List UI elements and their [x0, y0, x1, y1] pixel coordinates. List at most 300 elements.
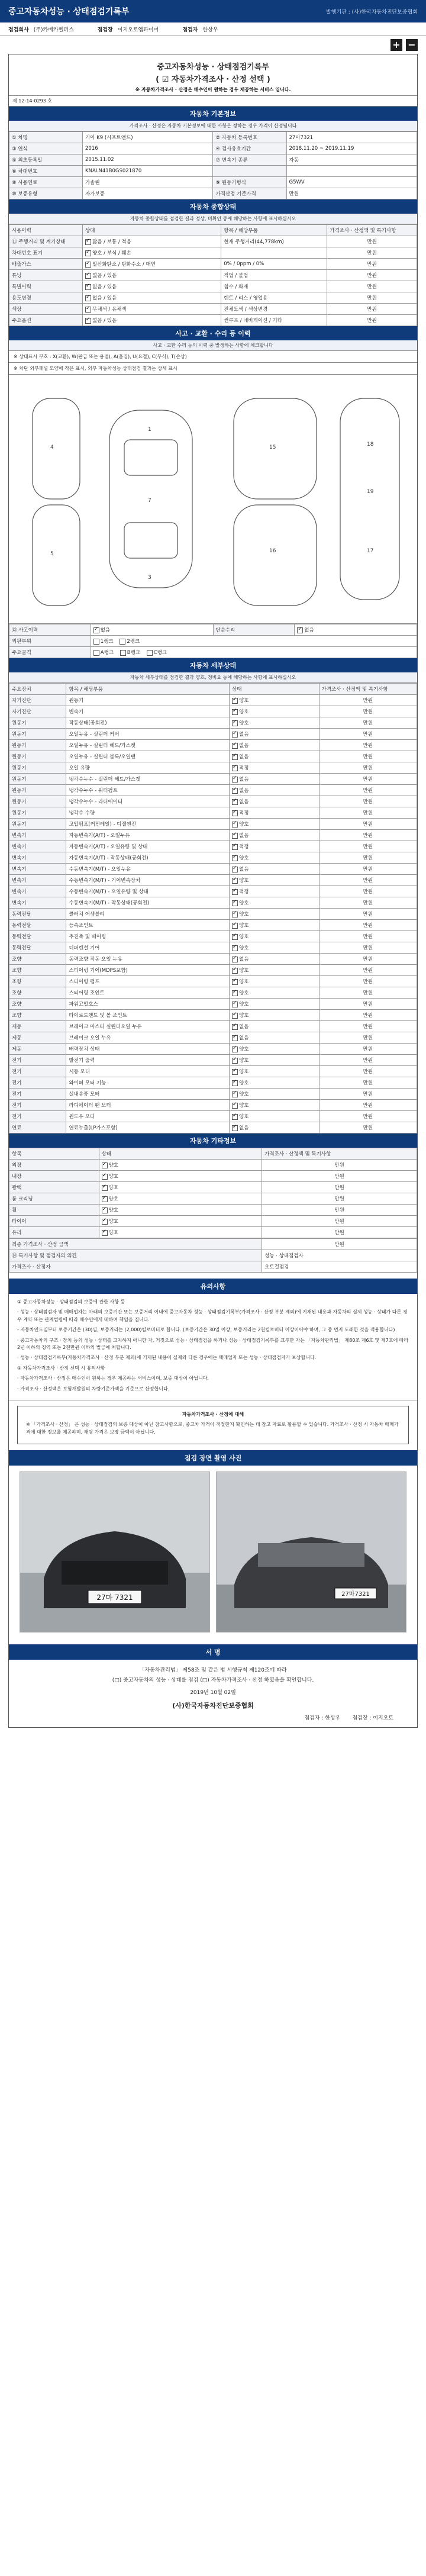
status-state: ✓ 무채색 / 유채색 — [83, 304, 221, 315]
status-state: ✓ 없음 / 있음 — [83, 315, 221, 326]
status-row — [9, 292, 417, 304]
opinion-label: ⑭ 특기사항 및 점검자의 의견 — [9, 1250, 262, 1261]
basic-label-2: 가격산정 기준가격 — [213, 188, 286, 199]
zoom-out-button[interactable]: − — [406, 39, 418, 51]
status-row — [9, 281, 417, 292]
detail-remark: 만원 — [319, 897, 417, 909]
basic-value-2 — [286, 166, 417, 177]
detail-row — [9, 852, 417, 864]
svg-text:19: 19 — [367, 489, 374, 495]
detail-row — [9, 796, 417, 807]
detail-state: ✓ 양호 — [230, 1055, 320, 1066]
detail-state: ✓ 양호 — [230, 999, 320, 1010]
detail-group: 조향 — [9, 987, 66, 999]
document-title: 중고자동차성능 · 상태점검기록부 — [157, 63, 269, 72]
notes-box — [17, 1406, 409, 1444]
detail-group: 조향 — [9, 1010, 66, 1021]
detail-remark: 만원 — [319, 1111, 417, 1122]
section-sign: 서 명 — [9, 1644, 417, 1660]
basic-value-2: 자동 — [286, 154, 417, 166]
detail-remark: 만원 — [319, 909, 417, 920]
document-subtitle: ( ☑ 자동차가격조사 · 산정 선택 ) — [156, 75, 270, 84]
detail-remark: 만원 — [319, 762, 417, 774]
status-detail: 0% / 0ppm / 0% — [221, 259, 327, 270]
outer-panel-ranks: 1랭크 2랭크 — [91, 636, 417, 647]
detail-part: 냉각수 수량 — [66, 807, 230, 819]
detail-remark: 만원 — [319, 1089, 417, 1100]
other-state: ✓ 양호 — [99, 1227, 262, 1238]
basic-label-2 — [213, 166, 286, 177]
basic-label-2: ⑨ 원동기형식 — [213, 177, 286, 188]
detail-group: 변속기 — [9, 852, 66, 864]
basic-label-2: ④ 검사유효기간 — [213, 143, 286, 154]
detail-state: ✓ 없음 — [230, 729, 320, 740]
status-item: 튜닝 — [9, 270, 83, 281]
detail-group: 동력전달 — [9, 920, 66, 931]
detail-state: ✓ 없음 — [230, 1122, 320, 1134]
detail-state: ✓ 양호 — [230, 1100, 320, 1111]
detail-row — [9, 1122, 417, 1134]
status-detail: 적법 / 불법 — [221, 270, 327, 281]
detail-row — [9, 999, 417, 1010]
status-item: ⑪ 주행거리 및 계기상태 — [9, 236, 83, 247]
detail-group: 원동기 — [9, 796, 66, 807]
status-item: 주요옵션 — [9, 315, 83, 326]
form-number-row — [9, 96, 417, 107]
detail-remark: 만원 — [319, 976, 417, 987]
detail-state: ✓ 없음 — [230, 1021, 320, 1032]
status-item: 색상 — [9, 304, 83, 315]
detail-state: ✓ 없음 — [230, 954, 320, 965]
branch-label: 점검장 — [97, 27, 113, 33]
detail-part: 고압펌프(커먼레일) - 디젤엔진 — [66, 819, 230, 830]
document-header — [9, 54, 417, 96]
status-col-state: 상태 — [83, 225, 221, 236]
detail-row — [9, 1055, 417, 1066]
detail-state: ✓ 양호 — [230, 987, 320, 999]
sign-role-2: 점검장 — [352, 1715, 368, 1722]
detail-row — [9, 1077, 417, 1089]
detail-group: 원동기 — [9, 729, 66, 740]
detail-part: 디퍼렌셜 기어 — [66, 942, 230, 954]
detail-col-remark: 가격조사 · 산정액 및 특기사항 — [319, 684, 417, 695]
detail-group: 자기진단 — [9, 706, 66, 717]
detail-row — [9, 942, 417, 954]
section-accident-history: 사고 · 교환 · 수리 등 이력 — [9, 326, 417, 340]
status-detail: 썬루프 / 네비게이션 / 기타 — [221, 315, 327, 326]
frame-ranks: A랭크 B랭크 C랭크 — [91, 647, 417, 658]
repair-value: ✓ 없음 — [295, 624, 417, 636]
detail-remark: 만원 — [319, 1066, 417, 1077]
detail-group: 자기진단 — [9, 695, 66, 706]
detail-part: 스티어링 펌프 — [66, 976, 230, 987]
other-remark: 만원 — [262, 1193, 417, 1205]
basic-label: ⑧ 사용연료 — [9, 177, 83, 188]
detail-group: 변속기 — [9, 841, 66, 852]
status-state: ✓ 일산화탄소 / 탄화수소 / 매연 — [83, 259, 221, 270]
detail-part: 라디에이터 팬 모터 — [66, 1100, 230, 1111]
basic-label: ③ 연식 — [9, 143, 83, 154]
detail-part: 수동변속기(M/T) - 작동상태(공회전) — [66, 897, 230, 909]
basic-value: 가솔린 — [83, 177, 213, 188]
detail-part: 스티어링 조인트 — [66, 987, 230, 999]
detail-row — [9, 1066, 417, 1077]
other-item: 내장 — [9, 1171, 99, 1182]
other-row — [9, 1193, 417, 1205]
detail-part: 시동 모터 — [66, 1066, 230, 1077]
detail-remark: 만원 — [319, 920, 417, 931]
detail-part: 자동변속기(A/T) - 오일유량 및 상태 — [66, 841, 230, 852]
detail-part: 등속조인트 — [66, 920, 230, 931]
section-basic-note: 가격조사 · 산정은 자동차 기본정보에 대한 사항은 정하는 경우 가격이 산정됨니다 — [9, 121, 417, 131]
other-item: 타이어 — [9, 1216, 99, 1227]
detail-part: 오일누유 - 실린더 블록/오일팬 — [66, 751, 230, 762]
section-basic-info: 자동차 기본정보 — [9, 107, 417, 121]
status-detail: 침수 / 화재 — [221, 281, 327, 292]
svg-text:5: 5 — [50, 551, 54, 557]
note-paragraph: · 중고자동차의 구조 · 장치 등의 성능 · 상태를 고지하지 아니한 자, 거짓으로 성능 · 상태점검을 하거나 성능 · 상태점검기록부를 교부한 자는 「자동차관리법」 제80조 제6호 및 제7호에 따라 2년 이하의 징역 또는 2천만원 이하의 벌금에 처합니다. — [17, 1337, 409, 1350]
basic-value: 2015.11.02 — [83, 154, 213, 166]
detail-row — [9, 931, 417, 942]
detail-remark: 만원 — [319, 819, 417, 830]
detail-row — [9, 830, 417, 841]
detail-remark: 만원 — [319, 1010, 417, 1021]
front-plate-text: 27마 7321 — [96, 1593, 133, 1602]
detail-remark: 만원 — [319, 852, 417, 864]
other-item: 광택 — [9, 1182, 99, 1193]
other-col-remark: 가격조사 · 산정액 및 특기사항 — [262, 1148, 417, 1160]
status-state: ✓ 없음 / 있음 — [83, 281, 221, 292]
detail-row — [9, 1021, 417, 1032]
status-item: 특별이력 — [9, 281, 83, 292]
note-paragraph: - 자동차인도일부터 보증기간은 (30)일, 보증거리는 (2,000)킬로미터로 합니다. (보증기간은 30일 이상, 보증거리는 2천킬로미터 이상이어야 하며, 그 중 먼저 도래한 것을 적용합니다) — [17, 1327, 395, 1333]
other-state: ✓ 양호 — [99, 1171, 262, 1182]
detail-state: ✓ 양호 — [230, 695, 320, 706]
detail-group: 원동기 — [9, 751, 66, 762]
section-notes: 유의사항 — [9, 1279, 417, 1294]
detail-group: 변속기 — [9, 830, 66, 841]
basic-value: KNALN41B0GS021870 — [83, 166, 213, 177]
sign-text: 「자동차관리법」 제58조 및 같은 법 시행규칙 제120조에 따라 — [139, 1667, 287, 1674]
basic-row — [9, 177, 417, 188]
detail-group: 전기 — [9, 1089, 66, 1100]
detail-part: 수동변속기(M/T) - 기어변속장치 — [66, 875, 230, 886]
notes-box-title: 자동차가격조사 · 산정에 대해 — [182, 1411, 244, 1417]
detail-remark: 만원 — [319, 729, 417, 740]
note-paragraph: · 자동차가격조사 · 산정은 매수인이 원하는 경우 제공하는 서비스이며, 보증 대상이 아닙니다. — [17, 1376, 209, 1382]
sign-name-1: 한상우 — [325, 1715, 341, 1722]
detail-remark: 만원 — [319, 1055, 417, 1066]
detail-group: 제동 — [9, 1044, 66, 1055]
other-table — [9, 1148, 417, 1238]
basic-label: ⑩ 보증유형 — [9, 188, 83, 199]
toolbar — [0, 36, 426, 54]
detail-group: 제동 — [9, 1032, 66, 1044]
other-state: ✓ 양호 — [99, 1193, 262, 1205]
detail-part: 자동변속기(A/T) - 작동상태(공회전) — [66, 852, 230, 864]
detail-part: 오일누유 - 실린더 헤드/가스켓 — [66, 740, 230, 751]
rear-plate-text: 27마7321 — [341, 1591, 370, 1598]
detail-state: ✓ 양호 — [230, 1044, 320, 1055]
note-paragraph: · 성능 · 상태점검기록부(자동차가격조사 · 산정 부분 제외)에 기재된 내용이 실제와 다른 경우에는 매매업자 또는 성능 · 상태점검자가 보상합니다. — [17, 1355, 317, 1361]
note-paragraph: ② 자동차가격조사 · 산정 선택 시 유의사항 — [17, 1365, 105, 1371]
detail-remark: 만원 — [319, 886, 417, 897]
status-remark: 만원 — [327, 292, 417, 304]
detail-state: ✓ 없음 — [230, 774, 320, 785]
status-row — [9, 236, 417, 247]
detail-remark: 만원 — [319, 751, 417, 762]
price-value: 오토걸점검 — [262, 1261, 417, 1273]
detail-remark: 만원 — [319, 987, 417, 999]
detail-state: ✓ 양호 — [230, 931, 320, 942]
status-detail: 전체도색 / 색상변경 — [221, 304, 327, 315]
detail-row — [9, 1089, 417, 1100]
detail-state: ✓ 없음 — [230, 740, 320, 751]
rear-photo — [216, 1471, 406, 1632]
car-underbody — [340, 398, 399, 600]
detail-state: ✓ 양호 — [230, 942, 320, 954]
total-label: 최종 가격조사 · 산정 금액 — [9, 1239, 262, 1250]
detail-row — [9, 706, 417, 717]
basic-value-2: G5WV — [286, 177, 417, 188]
basic-label-2: ⑦ 변속기 종류 — [213, 154, 286, 166]
detail-state: ✓ 양호 — [230, 920, 320, 931]
detail-part: 원동기 — [66, 695, 230, 706]
issuer-label: 발행기관 : (사)한국자동차진단보증협회 — [326, 9, 418, 15]
basic-row — [9, 188, 417, 199]
detail-row — [9, 987, 417, 999]
detail-row — [9, 1111, 417, 1122]
status-detail — [221, 247, 327, 259]
section-status-note: 자동차 종합상태를 점검한 결과 정상, 미확인 등에 해당하는 사항에 표시하십시오 — [9, 214, 417, 224]
top-bar — [0, 0, 426, 22]
detail-group: 전기 — [9, 1055, 66, 1066]
other-state: ✓ 양호 — [99, 1205, 262, 1216]
accident-table — [9, 624, 417, 658]
detail-group: 전기 — [9, 1077, 66, 1089]
dealer-value: (주)카베카헬퍼스 — [33, 27, 74, 33]
detail-row — [9, 717, 417, 729]
detail-row — [9, 976, 417, 987]
detail-state: ✓ 양호 — [230, 1089, 320, 1100]
section-detail-note: 자동차 세부상태를 점검한 결과 양호, 정비요 등에 해당하는 사항에 표시하십시오 — [9, 672, 417, 683]
detail-state: ✓ 양호 — [230, 1077, 320, 1089]
inspection-document — [8, 54, 418, 1728]
detail-row — [9, 1100, 417, 1111]
basic-label: ⑤ 최초등록일 — [9, 154, 83, 166]
detail-state: ✓ 적정 — [230, 762, 320, 774]
other-row — [9, 1216, 417, 1227]
other-item: 유리 — [9, 1227, 99, 1238]
status-remark: 만원 — [327, 281, 417, 292]
detail-row — [9, 909, 417, 920]
svg-text:1: 1 — [148, 427, 151, 433]
detail-row — [9, 807, 417, 819]
detail-part: 브레이크 오일 누유 — [66, 1032, 230, 1044]
detail-col-part: 항목 / 해당부품 — [66, 684, 230, 695]
car-diagram-svg — [9, 375, 417, 623]
note-paragraph: ① 중고자동차성능 · 상태점검의 보증에 관한 사항 등 — [17, 1299, 125, 1305]
detail-group: 연료 — [9, 1122, 66, 1134]
accident-label: ⑫ 사고이력 — [9, 624, 91, 636]
total-table — [9, 1238, 417, 1273]
detail-group: 전기 — [9, 1111, 66, 1122]
other-row — [9, 1182, 417, 1193]
status-state: ✓ 양호 / 부식 / 훼손 — [83, 247, 221, 259]
other-item: 휠 — [9, 1205, 99, 1216]
other-remark: 만원 — [262, 1205, 417, 1216]
status-row — [9, 247, 417, 259]
svg-text:15: 15 — [269, 445, 276, 450]
status-col-item: 사용이력 — [9, 225, 83, 236]
detail-part: 오일 유량 — [66, 762, 230, 774]
detail-state: ✓ 적정 — [230, 807, 320, 819]
detail-state: ✓ 양호 — [230, 897, 320, 909]
section-accident-note: 사고 · 교환 수리 등의 이력 중 발생하는 사항에 체크합니다 — [9, 340, 417, 351]
detail-part: 발전기 출력 — [66, 1055, 230, 1066]
other-row — [9, 1160, 417, 1171]
accident-value: ✓ 없음 — [91, 624, 213, 636]
detail-part: 자동변속기(A/T) - 오일누유 — [66, 830, 230, 841]
detail-state: ✓ 양호 — [230, 909, 320, 920]
detail-group: 변속기 — [9, 886, 66, 897]
detail-group: 원동기 — [9, 819, 66, 830]
front-photo — [20, 1471, 210, 1632]
detail-remark: 만원 — [319, 954, 417, 965]
detail-state: ✓ 없음 — [230, 864, 320, 875]
section-photos: 점검 장면 촬영 사진 — [9, 1450, 417, 1466]
detail-row — [9, 1010, 417, 1021]
other-item: 외장 — [9, 1160, 99, 1171]
svg-text:17: 17 — [367, 548, 374, 554]
car-rear-view — [234, 505, 317, 606]
detail-state: ✓ 없음 — [230, 751, 320, 762]
detail-state: ✓ 양호 — [230, 976, 320, 987]
detail-remark: 만원 — [319, 695, 417, 706]
status-item: 배출가스 — [9, 259, 83, 270]
detail-part: 냉각수누수 - 실린더 헤드/가스켓 — [66, 774, 230, 785]
svg-text:3: 3 — [148, 575, 151, 581]
detail-state: ✓ 양호 — [230, 706, 320, 717]
detail-group: 조향 — [9, 976, 66, 987]
detail-part: 배력장치 상태 — [66, 1044, 230, 1055]
status-item: 차대번호 표기 — [9, 247, 83, 259]
detail-remark: 만원 — [319, 785, 417, 796]
outer-panel-label: 외판부위 — [9, 636, 91, 647]
status-remark: 만원 — [327, 259, 417, 270]
detail-remark: 만원 — [319, 1021, 417, 1032]
basic-info-table — [9, 131, 417, 199]
meta-row — [0, 22, 426, 36]
status-remark: 만원 — [327, 304, 417, 315]
detail-remark: 만원 — [319, 875, 417, 886]
detail-group: 원동기 — [9, 717, 66, 729]
detail-part: 냉각수누수 - 라디에이터 — [66, 796, 230, 807]
form-number: 제 12-14-0293 호 — [12, 98, 53, 104]
detail-remark: 만원 — [319, 1100, 417, 1111]
basic-row — [9, 143, 417, 154]
detail-state: ✓ 없음 — [230, 796, 320, 807]
status-col-remark: 가격조사 · 산정액 및 특기사항 — [327, 225, 417, 236]
detail-remark: 만원 — [319, 830, 417, 841]
detail-row — [9, 886, 417, 897]
detail-group: 변속기 — [9, 897, 66, 909]
basic-row — [9, 132, 417, 143]
detail-group: 변속기 — [9, 864, 66, 875]
detail-row — [9, 1032, 417, 1044]
detail-state: ✓ 양호 — [230, 1111, 320, 1122]
status-row — [9, 304, 417, 315]
accident-legend-2: ※ 차단 외부패널 모양에 작은 표시, 외부 자동차성능 상태점검 결과는 상세 표시 — [9, 363, 417, 375]
other-row — [9, 1227, 417, 1238]
detail-remark: 만원 — [319, 717, 417, 729]
detail-group: 원동기 — [9, 774, 66, 785]
detail-part: 클러치 어셈블리 — [66, 909, 230, 920]
status-detail: 현재 주행거리(44,778km) — [221, 236, 327, 247]
detail-row — [9, 965, 417, 976]
other-item: 룸 크리닝 — [9, 1193, 99, 1205]
photos-row — [9, 1466, 417, 1638]
detail-group: 전기 — [9, 1066, 66, 1077]
detail-part: 오일누유 - 실린더 커버 — [66, 729, 230, 740]
detail-part: 수동변속기(M/T) - 오일누유 — [66, 864, 230, 875]
car-diagram — [9, 375, 417, 624]
detail-part: 타이로드엔드 및 볼 조인트 — [66, 1010, 230, 1021]
detail-remark: 만원 — [319, 1122, 417, 1134]
detail-remark: 만원 — [319, 841, 417, 852]
svg-text:18: 18 — [367, 442, 374, 447]
detail-row — [9, 819, 417, 830]
basic-value: 자가보증 — [83, 188, 213, 199]
detail-state: ✓ 양호 — [230, 819, 320, 830]
detail-remark: 만원 — [319, 999, 417, 1010]
detail-group: 원동기 — [9, 740, 66, 751]
detail-row — [9, 740, 417, 751]
detail-row — [9, 762, 417, 774]
status-remark: 만원 — [327, 315, 417, 326]
status-item: 용도변경 — [9, 292, 83, 304]
car-left-side-top — [33, 398, 80, 499]
other-state: ✓ 양호 — [99, 1216, 262, 1227]
frame-label: 주요골격 — [9, 647, 91, 658]
detail-row — [9, 875, 417, 886]
sign-name-2: 이지오토 — [373, 1715, 393, 1722]
status-remark: 만원 — [327, 270, 417, 281]
notes-box-body: ※ 「가격조사 · 산정」 은 성능 · 상태점검의 보증 대상이 아닌 참고사항으로, 중고차 가격이 적절한지 확인하는 데 참고 자료로 활용할 수 있습니다. 가격조사 · 산정 시 자동차 매매가격에 대한 정보를 제공하며, 해당 가격은 보장 금액이 아닙니다. — [26, 1422, 399, 1435]
status-row — [9, 315, 417, 326]
zoom-in-button[interactable]: + — [390, 39, 402, 51]
detail-part: 스티어링 기어(MDPS포함) — [66, 965, 230, 976]
price-label: 가격조사 · 산정자 — [9, 1261, 262, 1273]
detail-group: 동력전달 — [9, 909, 66, 920]
detail-state: ✓ 적정 — [230, 886, 320, 897]
detail-group: 동력전달 — [9, 942, 66, 954]
inspector-label: 점검자 — [182, 27, 198, 33]
sign-role-1: 점검자 — [304, 1715, 320, 1722]
detail-part: 브레이크 마스터 실린더오일 누유 — [66, 1021, 230, 1032]
detail-state: ✓ 없음 — [230, 785, 320, 796]
car-left-side-bottom — [33, 505, 80, 606]
repair-label: 단순수리 — [213, 624, 295, 636]
opinion-value: 성능 · 상태점검자 — [262, 1250, 417, 1261]
status-table — [9, 224, 417, 326]
detail-state: ✓ 없음 — [230, 1032, 320, 1044]
note-paragraph: · 가격조사 · 산정액은 보험개발원의 차량기준가액을 기준으로 산정합니다. — [17, 1386, 170, 1392]
sign-text-2: (□) 중고자동차의 성능 · 상태를 점검 (□) 자동차가격조사 · 산정 하였음을 확인합니다. — [112, 1677, 314, 1684]
detail-row — [9, 729, 417, 740]
page-title: 중고자동차성능 · 상태점검기록부 — [8, 7, 130, 17]
detail-group: 전기 — [9, 1100, 66, 1111]
